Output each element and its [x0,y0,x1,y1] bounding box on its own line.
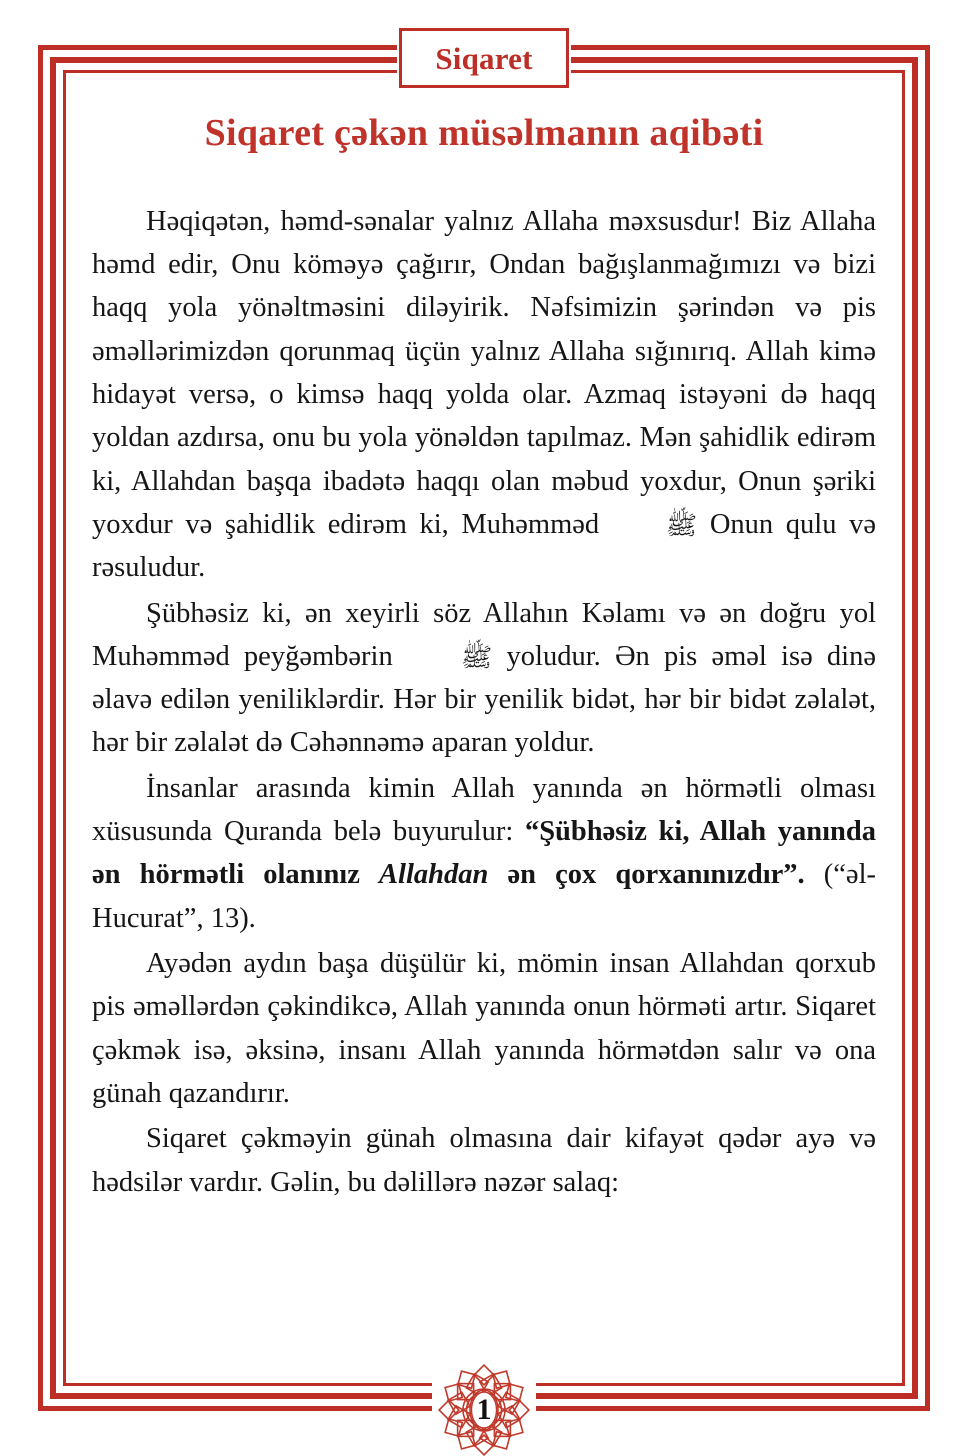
sallallahu-alayhi-wasallam-icon: ﷺ [665,510,698,540]
quran-quote-part-1: “Şübhəsiz ki, Allah yanında ən hörmətli olanınız [92,816,876,891]
paragraph-2 [92,592,876,765]
paragraph-1 [92,200,876,590]
quran-citation: (“əl-Hucurat”, 13). [92,859,876,934]
running-head-label: Siqaret [435,40,533,76]
paragraph-2-text-b: yoludur. Ən pis əməl isə dinə əlavə edilən yeniliklərdir. Hər bir yenilik bidət, hər bir bidət zəlalət, hər bir zəlalət də Cəhənnəmə aparan yoldur. [92,640,876,759]
paragraph-4: Ayədən aydın başa düşülür ki, mömin insan Allahdan qorxub pis əməllərdən çəkindikcə, Allah yanında onun hörməti artır. Siqaret çəkmək isə, əksinə, insanı Allah yanında hörmətdən salır və ona günah qazandırır. [92,948,876,1109]
quran-quote-emphasis: Allahdan [379,859,489,891]
quran-quote-part-2: ən çox qorxanınızdır”. [488,859,805,891]
paragraph-3-quran-quote [92,767,876,940]
page-title: Siqaret çəkən müsəlmanın aqibəti [204,112,764,154]
paragraph-5: Siqaret çəkməyin günah olmasına dair kifayət qədər ayə və hədsilər vardır. Gəlin, bu dəlillərə nəzər salaq: [92,1123,876,1198]
paragraph-2-text-a: Şübhəsiz ki, ən xeyirli söz Allahın Kəlamı və ən doğru yol Muhəmməd peyğəmbərin [92,597,876,672]
sallallahu-alayhi-wasallam-icon: ﷺ [460,642,493,672]
page-number: 1 [476,1393,492,1426]
quote-lead-in: İnsanlar arasında kimin Allah yanında ən hörmətli olması xüsusunda Quranda belə buyurulur: [92,772,876,848]
paragraph-1-text-b: Onun qulu və rəsuludur. [92,508,876,584]
page-content [92,112,876,1206]
paragraph-1-text-a: Həqiqətən, həmd-sənalar yalnız Allaha məxsusdur! Biz Allaha həmd edir, Onu köməyə çağırır, Ondan bağışlanmağımızı və bizi haqq yola yönəltməsini diləyirik. Nəfsimizin şərindən və pis əməllərimizdən qorunmaq üçün yalnız Allaha sığınırıq. Allah kimə hidayət versə, o kimsə haqq yolda olar. Azmaq istəyəni də haqq yoldan azdırsa, onu bu yola yönəldən tapılmaz. Mən şahidlik edirəm ki, Allahdan başqa ibadətə haqqı olan məbud yoxdur, Onun şəriki yoxdur və şahidlik edirəm ki, Muhəmməd [92,205,876,540]
running-head-box [399,28,569,88]
